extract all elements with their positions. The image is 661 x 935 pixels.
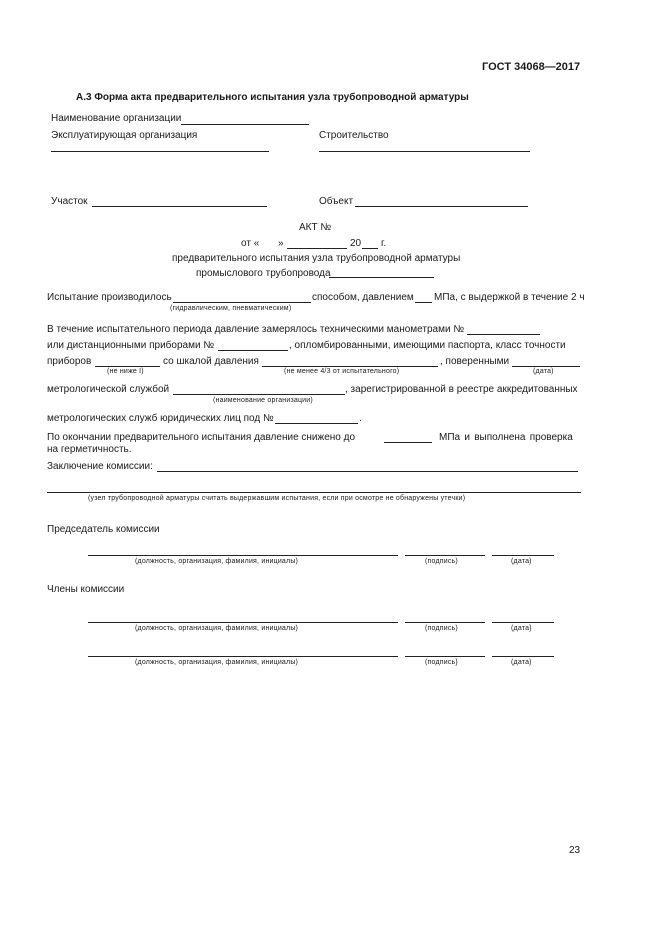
members-label: Члены комиссии — [47, 584, 125, 595]
act-date-from: от « — [241, 238, 260, 249]
scale-line[interactable] — [262, 366, 438, 367]
period-label: В течение испытательного периода давление замерялось техническими манометрами № — [47, 324, 465, 335]
verified-label: , поверенными — [440, 356, 510, 367]
reduction-label: По окончании предварительного испытания давление снижено до — [47, 432, 356, 443]
member1-date-line[interactable] — [492, 622, 554, 623]
act-year-line[interactable] — [362, 248, 378, 249]
caption-chairman-date: (дата) — [511, 558, 532, 565]
scale-label: со шкалой давления — [163, 356, 259, 367]
caption-chairman-position: (должность, организация, фамилия, инициалы) — [135, 558, 299, 565]
caption-chairman-signature: (подпись) — [425, 558, 458, 565]
pressure-line[interactable] — [415, 302, 432, 303]
chairman-date-line[interactable] — [492, 555, 554, 556]
act-year-suffix: г. — [381, 238, 387, 249]
page-number: 23 — [569, 845, 581, 856]
test-method-line[interactable] — [173, 302, 311, 303]
metrology-org-line[interactable] — [173, 394, 345, 395]
standard-code: ГОСТ 34068—2017 — [482, 61, 581, 73]
member1-position-line[interactable] — [88, 622, 398, 623]
act-month-line[interactable] — [287, 248, 347, 249]
construction-line[interactable] — [319, 151, 530, 152]
caption-date: (дата) — [533, 368, 554, 375]
caption-member1-position: (должность, организация, фамилия, инициалы) — [135, 625, 299, 632]
caption-member1-signature: (подпись) — [425, 625, 458, 632]
verified-date-line[interactable] — [512, 366, 580, 367]
mpa-hold-label: МПа, с выдержкой в течение 2 ч — [434, 292, 585, 303]
member2-position-line[interactable] — [88, 656, 398, 657]
org-name-line[interactable] — [181, 124, 309, 125]
chairman-position-line[interactable] — [88, 555, 398, 556]
caption-member2-position: (должность, организация, фамилия, инициалы) — [135, 659, 299, 666]
commission-conclusion-label: Заключение комиссии: — [47, 461, 153, 472]
act-title: АКТ № — [299, 222, 332, 233]
section-title: А.3 Форма акта предварительного испытания узла трубопроводной арматуры — [76, 92, 469, 103]
remote-label: или дистанционными приборами № — [47, 340, 215, 351]
caption-member1-date: (дата} — [511, 625, 532, 632]
conclusion-line-1[interactable] — [157, 471, 578, 472]
chairman-label: Председатель комиссии — [47, 524, 160, 535]
caption-member2-signature: (подпись} — [425, 659, 458, 666]
act-line1: предварительного испытания узла трубопроводной арматуры — [172, 253, 461, 264]
operating-org-label: Эксплуатирующая организация — [51, 130, 198, 141]
method-pressure-label: способом, давлением — [312, 292, 414, 303]
reduced-pressure-line[interactable] — [384, 442, 432, 443]
member2-signature-line[interactable] — [405, 656, 485, 657]
metrology-label: метрологической службой — [47, 384, 170, 395]
caption-member2-date: (дата) — [511, 659, 532, 666]
sealed-label: , опломбированными, имеющими паспорта, класс точности — [289, 340, 566, 351]
remote-number-line[interactable] — [218, 350, 288, 351]
member1-signature-line[interactable] — [405, 622, 485, 623]
chairman-signature-line[interactable] — [405, 555, 485, 556]
caption-conclusion: (узел трубопроводной арматуры считать выдержавшим испытания, если при осмотре не обнаружены утечки) — [88, 495, 466, 502]
tightness-label: на герметичность. — [47, 444, 132, 455]
caption-scale: (не менее 4/3 от испытательного) — [284, 368, 400, 375]
conclusion-line-2[interactable] — [47, 492, 581, 493]
org-name-label: Наименование организации — [51, 113, 182, 124]
caption-method: (гидравлическим, пневматическим) — [170, 305, 292, 312]
act-date-quote: » — [278, 238, 284, 249]
registered-label: , зарегистрированной в реестре аккредитованных — [345, 384, 578, 395]
instruments-label: приборов — [47, 356, 92, 367]
operating-org-line[interactable] — [51, 151, 269, 152]
caption-class: (не ниже I) — [107, 368, 144, 375]
member2-date-line[interactable] — [492, 656, 554, 657]
construction-label: Строительство — [319, 130, 389, 141]
caption-org: (наименование организации) — [213, 397, 313, 404]
act-pipeline-line[interactable] — [329, 277, 434, 278]
accuracy-class-line[interactable] — [95, 366, 160, 367]
site-label: Участок — [51, 196, 88, 207]
metrology-services-label: метрологических служб юридических лиц под № — [47, 413, 274, 424]
reduction-label-2: МПа и выполнена проверка — [439, 432, 573, 443]
manometer-number-line[interactable] — [467, 334, 540, 335]
object-label: Объект — [319, 196, 354, 207]
act-year: 20 — [350, 238, 362, 249]
object-line[interactable] — [355, 206, 528, 207]
act-line2: промыслового трубопровода — [196, 268, 331, 279]
test-performed-label: Испытание производилось — [47, 292, 172, 303]
registry-number-line[interactable] — [275, 423, 358, 424]
period-end: . — [359, 413, 362, 424]
site-line[interactable] — [92, 206, 267, 207]
